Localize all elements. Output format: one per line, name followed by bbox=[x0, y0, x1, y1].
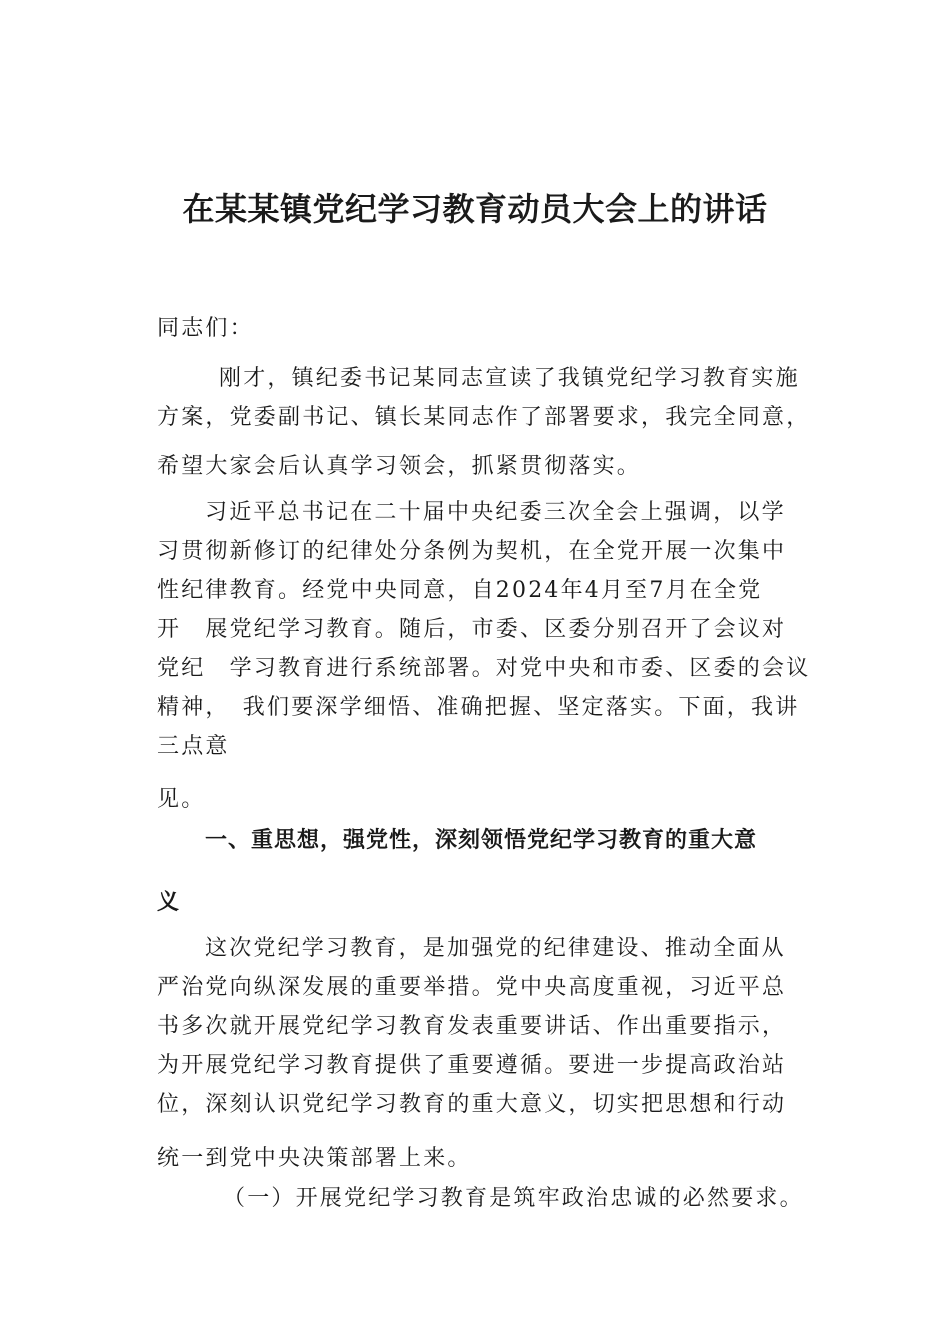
paragraph-line: 为开展党纪学习教育提供了重要遵循。要进一步提高政治站 bbox=[157, 1053, 787, 1078]
paragraph-line: 严治党向纵深发展的重要举措。党中央高度重视，习近平总 bbox=[157, 975, 787, 1000]
paragraph-line: 见。 bbox=[157, 787, 206, 812]
paragraph-line: 书多次就开展党纪学习教育发表重要讲话、作出重要指示， bbox=[157, 1014, 787, 1039]
paragraph-line: 习近平总书记在二十届中央纪委三次全会上强调，以学 bbox=[205, 500, 786, 525]
paragraph-line: 开 展党纪学习教育。随后，市委、区委分别召开了会议对 bbox=[157, 617, 787, 642]
paragraph-line: 三点意 bbox=[157, 734, 230, 759]
paragraph-line: 方案，党委副书记、镇长某同志作了部署要求，我完全同意， bbox=[157, 405, 811, 430]
document-title: 在某某镇党纪学习教育动员大会上的讲话 bbox=[182, 190, 768, 228]
paragraph-line: 习贯彻新修订的纪律处分条例为契机，在全党开展一次集中 bbox=[157, 539, 787, 564]
paragraph-line: 希望大家会后认真学习领会，抓紧贯彻落实。 bbox=[157, 454, 642, 479]
section-heading-continued: 义 bbox=[157, 890, 181, 915]
subsection-heading: （一）开展党纪学习教育是筑牢政治忠诚的必然要求。 bbox=[223, 1186, 804, 1211]
salutation: 同志们： bbox=[157, 316, 254, 341]
paragraph-line: 位，深刻认识党纪学习教育的重大意义，切实把思想和行动 bbox=[157, 1092, 787, 1117]
paragraph-line: 这次党纪学习教育，是加强党的纪律建设、推动全面从 bbox=[205, 936, 786, 961]
paragraph-line: 党纪 学习教育进行系统部署。对党中央和市委、区委的会议 bbox=[157, 656, 811, 681]
paragraph-line: 统一到党中央决策部署上来。 bbox=[157, 1146, 472, 1171]
paragraph-line: 刚才，镇纪委书记某同志宣读了我镇党纪学习教育实施 bbox=[219, 366, 800, 391]
section-heading: 一、重思想，强党性，深刻领悟党纪学习教育的重大意 bbox=[205, 828, 758, 853]
paragraph-line: 性纪律教育。经党中央同意，自2024年4月至7月在全党 bbox=[157, 578, 763, 603]
paragraph-line: 精神， 我们要深学细悟、准确把握、坚定落实。下面，我讲 bbox=[157, 695, 800, 720]
